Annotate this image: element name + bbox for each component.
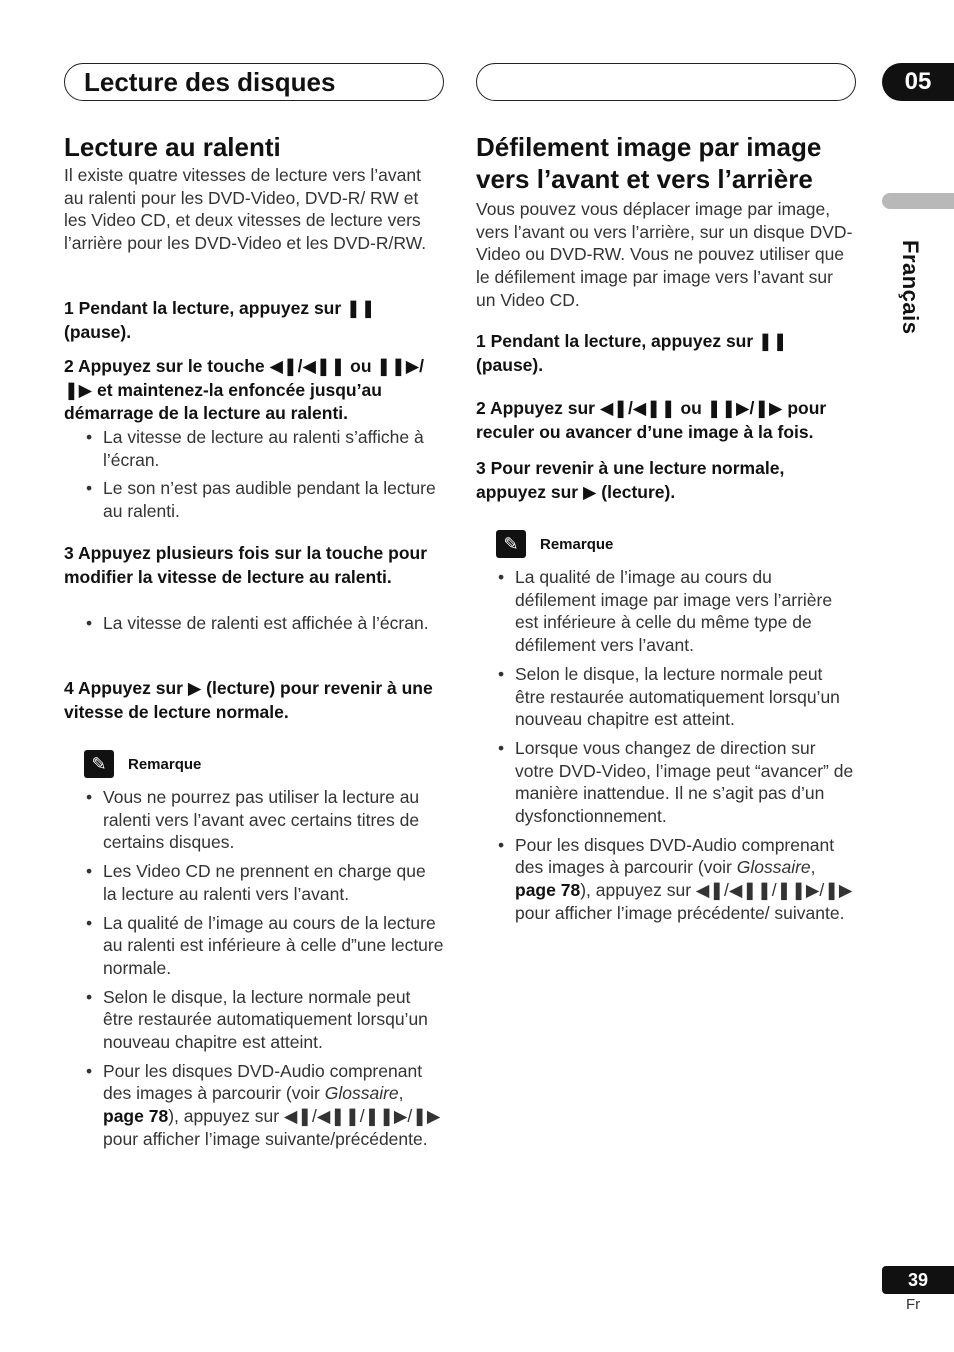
page-language-code: Fr xyxy=(906,1296,921,1313)
list-item: • Pour les disques DVD-Audio comprenant des images à parcourir (voir Glossaire, page 78), appuyez sur ◀❚/◀❚❚/❚❚▶/❚▶ pour afficher l’image précédente/ suivante. xyxy=(476,834,856,925)
language-label: Français xyxy=(898,240,923,335)
section-title: Lecture des disques xyxy=(84,67,336,97)
left-note-bullets xyxy=(64,786,444,1157)
list-item: • Le son n’est pas audible pendant la lecture au ralenti. xyxy=(64,477,444,522)
left-note-header xyxy=(84,750,201,778)
list-item: • La vitesse de lecture au ralenti s’affiche à l’écran. xyxy=(64,426,444,471)
list-item: • Pour les disques DVD-Audio comprenant des images à parcourir (voir Glossaire, page 78), appuyez sur ◀❚/◀❚❚/❚❚▶/❚▶ pour afficher l’image suivante/précédente. xyxy=(64,1060,444,1151)
right-note-header xyxy=(496,530,613,558)
left-intro: Il existe quatre vitesses de lecture vers l’avant au ralenti pour les DVD-Video, DVD-R/ RW et les Video CD, et deux vitesses de lecture vers l’arrière pour les DVD-Video et les DVD-R/RW. xyxy=(64,165,427,254)
language-tab xyxy=(882,193,954,209)
chapter-number: 05 xyxy=(882,63,954,101)
left-step-3: 3 Appuyez plusieurs fois sur la touche pour modifier la vitesse de lecture au ralenti. xyxy=(64,543,428,587)
note-label: Remarque xyxy=(540,535,614,553)
pencil-icon: ✎ xyxy=(84,750,114,778)
note-label: Remarque xyxy=(128,755,202,773)
page-ref: page 78 xyxy=(103,1106,169,1127)
left-step3-bullets xyxy=(64,612,444,641)
page-number: 39 xyxy=(882,1266,954,1294)
list-item: • Vous ne pourrez pas utiliser la lecture au ralenti vers l’avant avec certains titres de certains disques. xyxy=(64,786,444,854)
left-step-1: 1 Pendant la lecture, appuyez sur ❚❚ (pause). xyxy=(64,298,376,342)
left-heading: Lecture au ralenti xyxy=(64,132,281,162)
right-note-bullets xyxy=(476,566,856,931)
pencil-icon: ✎ xyxy=(496,530,526,558)
right-step-1: 1 Pendant la lecture, appuyez sur ❚❚ (pause). xyxy=(476,331,788,375)
left-step-4: 4 Appuyez sur ▶ (lecture) pour revenir à une vitesse de lecture normale. xyxy=(64,678,433,722)
right-intro: Vous pouvez vous déplacer image par image, vers l’avant ou vers l’arrière, sur un disque DVD-Video ou DVD-RW. Vous ne pouvez utiliser que le défilement image par image vers l’avant sur un Video CD. xyxy=(476,199,853,310)
header-pill-right xyxy=(476,63,856,101)
right-step-2: 2 Appuyez sur ◀❚/◀❚❚ ou ❚❚▶/❚▶ pour reculer ou avancer d’une image à la fois. xyxy=(476,398,827,442)
left-step2-bullets xyxy=(64,426,444,529)
list-item: • Lorsque vous changez de direction sur votre DVD-Video, l’image peut “avancer” de manière inattendue. Il ne s’agit pas d’un dysfonctionnement. xyxy=(476,737,856,828)
left-step-2: 2 Appuyez sur le touche ◀❚/◀❚❚ ou ❚❚▶/❚▶ et maintenez-la enfoncée jusqu’au démarrage de la lecture au ralenti. xyxy=(64,356,425,423)
list-item: • La qualité de l’image au cours de la lecture au ralenti est inférieure à celle d”une lecture normale. xyxy=(64,912,444,980)
page-ref: page 78 xyxy=(515,880,581,901)
list-item: • Les Video CD ne prennent en charge que la lecture au ralenti vers l’avant. xyxy=(64,860,444,905)
list-item: • Selon le disque, la lecture normale peut être restaurée automatiquement lorsqu’un nouveau chapitre est atteint. xyxy=(476,663,856,731)
glossary-ref: Glossaire xyxy=(736,857,811,878)
list-item: • Selon le disque, la lecture normale peut être restaurée automatiquement lorsqu’un nouveau chapitre est atteint. xyxy=(64,986,444,1054)
right-heading: Défilement image par image vers l’avant et vers l’arrière xyxy=(476,132,822,194)
list-item: • La qualité de l’image au cours du défilement image par image vers l’arrière est inférieure à celle du même type de défilement vers l’avant. xyxy=(476,566,856,657)
glossary-ref: Glossaire xyxy=(324,1083,399,1104)
list-item: • La vitesse de ralenti est affichée à l’écran. xyxy=(64,612,444,635)
right-step-3: 3 Pour revenir à une lecture normale, appuyez sur ▶ (lecture). xyxy=(476,458,785,502)
